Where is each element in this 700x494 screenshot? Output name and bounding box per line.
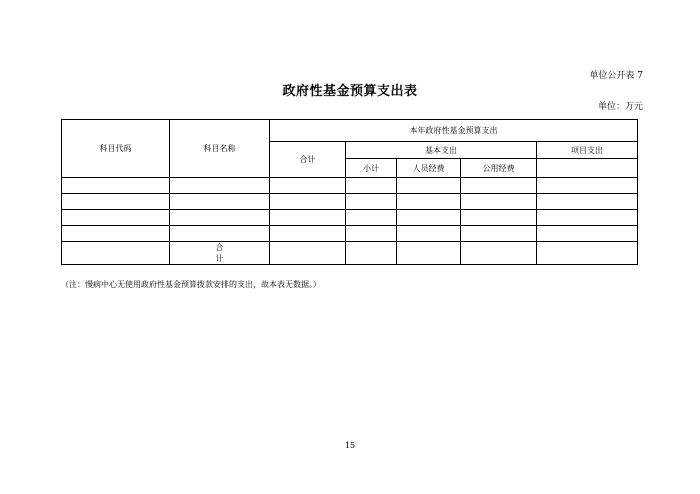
header-group: 本年政府性基金预算支出 <box>270 120 638 142</box>
table-cell <box>397 194 461 210</box>
table-row <box>62 226 638 242</box>
header-personnel: 人员经费 <box>397 159 461 178</box>
table-cell <box>170 194 270 210</box>
table-row <box>62 178 638 194</box>
table-cell <box>270 242 346 265</box>
table-row <box>62 194 638 210</box>
header-project: 项目支出 <box>537 142 638 159</box>
header-public: 公用经费 <box>461 159 537 178</box>
table-cell <box>537 210 638 226</box>
header-project-blank <box>537 159 638 178</box>
table-cell <box>537 226 638 242</box>
table-cell <box>346 210 397 226</box>
table-cell <box>270 194 346 210</box>
table-cell <box>346 194 397 210</box>
header-code: 科目代码 <box>62 120 170 178</box>
table-cell <box>461 178 537 194</box>
header-basic: 基本支出 <box>346 142 537 159</box>
table-cell <box>270 226 346 242</box>
table-cell <box>397 226 461 242</box>
total-label: 合计 <box>170 242 270 265</box>
table-cell <box>170 226 270 242</box>
table-cell <box>397 178 461 194</box>
table-cell <box>346 242 397 265</box>
table-cell <box>537 194 638 210</box>
table-cell <box>62 194 170 210</box>
header-subtotal: 小计 <box>346 159 397 178</box>
budget-table <box>61 119 638 265</box>
table-cell <box>346 178 397 194</box>
header-name: 科目名称 <box>170 120 270 178</box>
footnote: （注：慢病中心无使用政府性基金预算拨款安排的支出，故本表无数据。） <box>61 280 321 289</box>
table-cell <box>537 178 638 194</box>
total-row <box>62 242 638 265</box>
table-cell <box>170 210 270 226</box>
table-cell <box>537 242 638 265</box>
table-cell <box>270 210 346 226</box>
page-number: 15 <box>344 441 356 450</box>
table-cell <box>270 178 346 194</box>
table-cell <box>62 226 170 242</box>
table-cell <box>170 178 270 194</box>
table-cell <box>62 178 170 194</box>
table-cell <box>461 194 537 210</box>
table-cell <box>461 226 537 242</box>
table-cell <box>397 242 461 265</box>
table-cell <box>62 242 170 265</box>
table-cell <box>346 226 397 242</box>
table-row <box>62 210 638 226</box>
table-cell <box>461 242 537 265</box>
form-number: 单位公开表 7 <box>589 71 643 81</box>
table-cell <box>461 210 537 226</box>
unit-label: 单位：万元 <box>597 102 643 112</box>
page-title: 政府性基金预算支出表 <box>282 84 418 99</box>
header-total: 合计 <box>270 142 346 178</box>
table-cell <box>62 210 170 226</box>
table-cell <box>397 210 461 226</box>
